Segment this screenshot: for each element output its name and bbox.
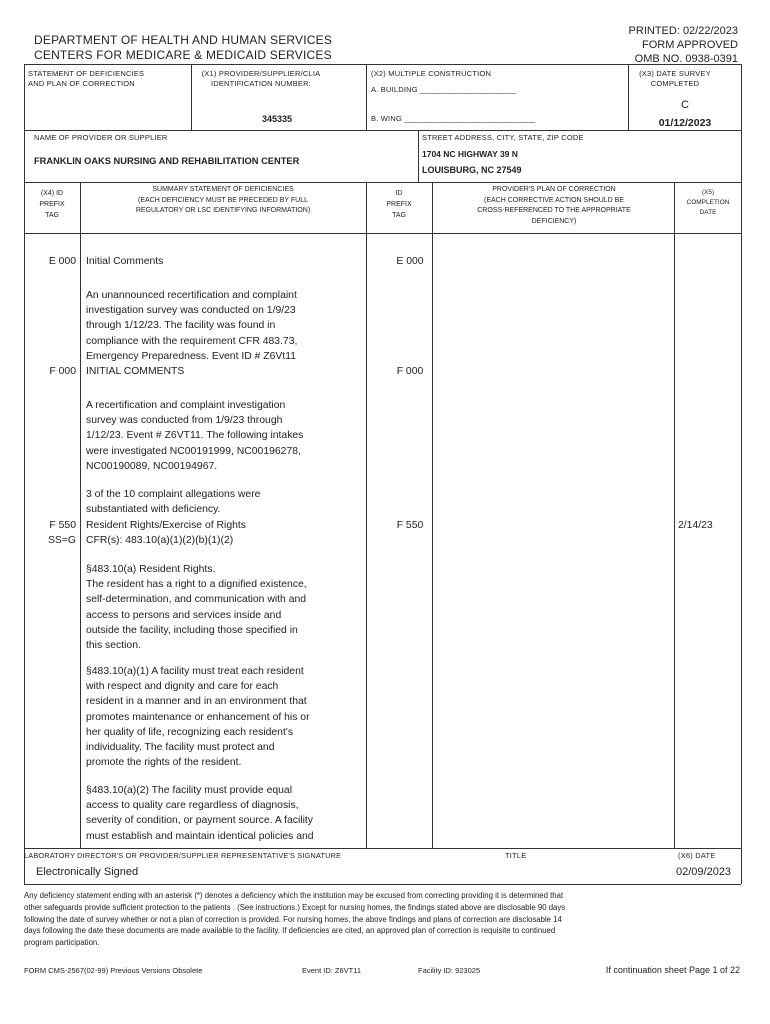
tag-f000: F 000 (49, 366, 76, 377)
survey-date: 01/12/2023 (658, 117, 712, 129)
provider-id: 345335 (262, 114, 293, 124)
title-label: TITLE (505, 851, 527, 860)
signature-value: Electronically Signed (36, 866, 139, 878)
address-line2: LOUISBURG, NC 27549 (422, 165, 522, 175)
paragraph-emergency: An unannounced recertification and complaint investigation survey was conducted on 1/9/23 through 1/12/23. The facility was found in compliance with the requirement CFR 483.73, Emergency Preparedness. Event ID # Z6Vt11 (86, 290, 298, 362)
page-indicator: If continuation sheet Page 1 of 22 (605, 965, 740, 975)
address-line1: 1704 NC HIGHWAY 39 N (422, 149, 518, 159)
print-info (560, 24, 738, 66)
tag-f000-title: INITIAL COMMENTS (86, 366, 185, 377)
omb-number: OMB NO. 0938-0391 (634, 53, 738, 65)
tag-e000-title: Initial Comments (86, 256, 164, 267)
date-label: (X6) DATE (678, 851, 716, 860)
provider-name: FRANKLIN OAKS NURSING AND REHABILITATION CENTER (34, 156, 300, 166)
form-approved: FORM APPROVED (642, 39, 738, 51)
tag-f550-severity: SS=G (47, 535, 76, 546)
id-header: ID PREFIX TAG (386, 190, 412, 219)
x1-label: (X1) PROVIDER/SUPPLIER/CLIA IDENTIFICATION NUMBER: (201, 69, 321, 88)
tag-f550-title: Resident Rights/Exercise of Rights (86, 520, 246, 531)
signature-date: 02/09/2023 (676, 866, 732, 878)
tag-f550-cfr: CFR(s): 483.10(a)(1)(2)(b)(1)(2) (86, 535, 234, 546)
plan-header: PROVIDER'S PLAN OF CORRECTION (EACH CORRECTIVE ACTION SHOULD BE CROSS-REFERENCED TO THE APPROPRIATE DEFICIENCY) (477, 186, 631, 225)
dept-line1: DEPARTMENT OF HEALTH AND HUMAN SERVICES (34, 33, 333, 47)
form-number: FORM CMS-2567(02-99) Previous Versions Obsolete (24, 966, 203, 975)
disclosure-footnote: Any deficiency statement ending with an asterisk (*) denotes a deficiency which the institution may be excused from correcting providing it is determined that other safeguards provide sufficient protection to the patients . (See instructions.) Except for nursing homes, the findings stated above are disclosable 90 days following the date of survey whether or not a plan of correction is provided. For nursing homes, the above findings and plans of correction are disclosable 14 days following the date these documents are made available to the facility. If deficiencies are cited, an approved plan of correction is requisite to continued program participation. (24, 891, 566, 948)
tag-f550-right: F 550 (396, 520, 424, 531)
building-field: A. BUILDING ______________________ (371, 85, 517, 94)
department-heading (34, 33, 332, 63)
x4-header: (X4) ID PREFIX TAG (39, 190, 65, 219)
x5-header: (X5) COMPLETION DATE (686, 189, 730, 216)
summary-header: SUMMARY STATEMENT OF DEFICIENCIES (EACH DEFICIENCY MUST BE PRECEDED BY FULL REGULATORY OR LSC IDENTIFYING INFORMATION) (135, 186, 311, 214)
paragraph-recert: A recertification and complaint investigation survey was conducted from 1/9/23 through 1/12/23. Event # Z6VT11. The following intakes were investigated NC00191999, NC00196278, NC00190089, NC00194967. (86, 400, 304, 472)
completion-date: 2/14/23 (678, 520, 713, 531)
address-label: STREET ADDRESS, CITY, STATE, ZIP CODE (422, 133, 584, 142)
statement-label: STATEMENT OF DEFICIENCIES AND PLAN OF CORRECTION (28, 69, 145, 88)
paragraph-dignity: §483.10(a)(1) A facility must treat each resident with respect and dignity and care for each resident in a manner and in an environment that promotes maintenance or enhancement of his or her quality of life, recognizing each resident's individuality. The facility must protect and promote the rights of the resident. (86, 666, 310, 769)
wing-field: B. WING ______________________________ (371, 114, 536, 123)
facility-id: Facility ID: 923025 (418, 966, 481, 975)
event-id: Event ID: Z6VT11 (302, 966, 362, 975)
x3-code: C (681, 99, 689, 111)
printed-date: PRINTED: 02/22/2023 (628, 25, 738, 37)
x3-label: (X3) DATE SURVEY COMPLETED (639, 69, 711, 88)
paragraph-allegations: 3 of the 10 complaint allegations were substantiated with deficiency. (86, 489, 261, 516)
paragraph-equal-access: §483.10(a)(2) The facility must provide equal access to quality care regardless of diagnosis, severity of condition, or payment source. A facility must establish and maintain identical policies and (86, 785, 314, 842)
tag-f550: F 550 (49, 520, 76, 531)
dept-line2: CENTERS FOR MEDICARE & MEDICAID SERVICES (34, 48, 332, 62)
tag-e000: E 000 (48, 256, 76, 267)
paragraph-resident-rights: §483.10(a) Resident Rights. The resident has a right to a dignified existence, self-determination, and communication with and access to persons and services inside and outside the facility, including those specified in this section. (86, 564, 307, 652)
signature-label: LABORATORY DIRECTOR'S OR PROVIDER/SUPPLIER REPRESENTATIVE'S SIGNATURE (24, 851, 342, 860)
provider-label: NAME OF PROVIDER OR SUPPLIER (34, 133, 168, 142)
tag-f000-right: F 000 (396, 366, 424, 377)
x2-label: (X2) MULTIPLE CONSTRUCTION (371, 69, 492, 78)
tag-e000-right: E 000 (396, 256, 424, 267)
